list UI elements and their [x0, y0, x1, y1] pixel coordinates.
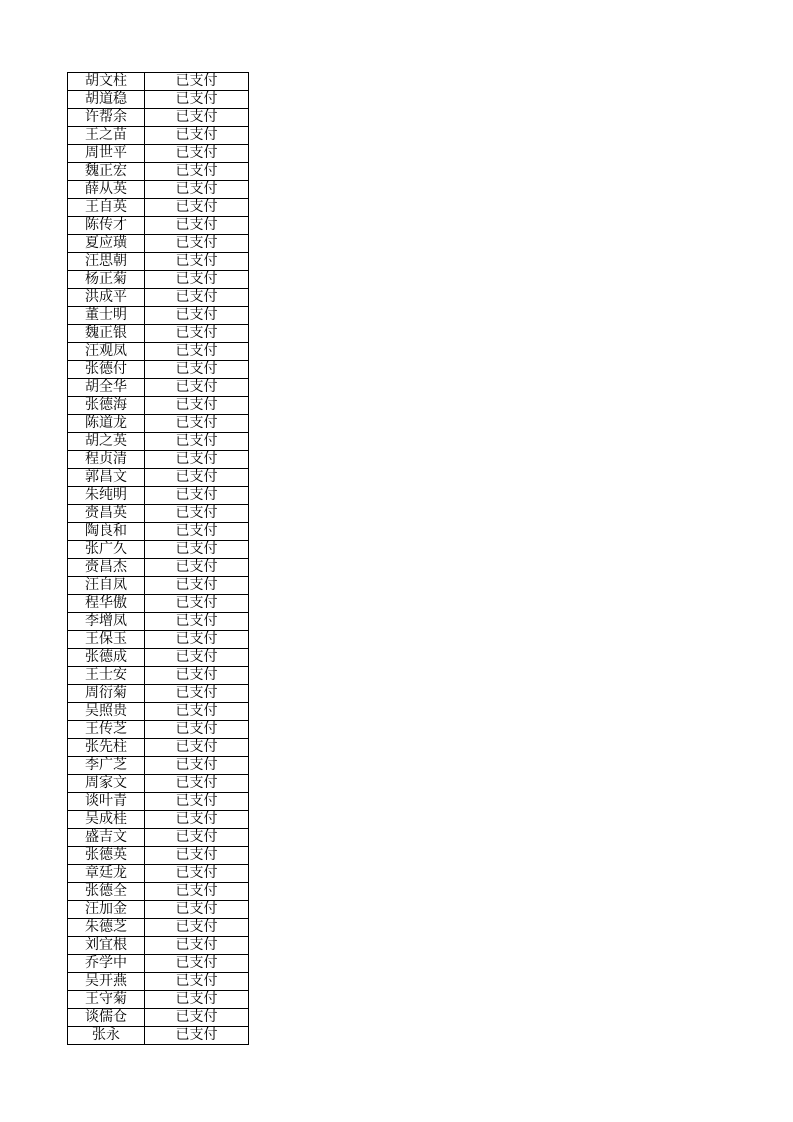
name-cell: 赍昌英 — [68, 505, 145, 523]
payment-table — [67, 72, 249, 1045]
table-row — [68, 901, 249, 919]
table-row — [68, 163, 249, 181]
table-row — [68, 847, 249, 865]
status-cell: 已支付 — [145, 397, 249, 415]
status-cell: 已支付 — [145, 469, 249, 487]
table-row — [68, 739, 249, 757]
status-cell: 已支付 — [145, 937, 249, 955]
status-cell: 已支付 — [145, 883, 249, 901]
status-cell: 已支付 — [145, 1027, 249, 1045]
table-row — [68, 649, 249, 667]
status-cell: 已支付 — [145, 73, 249, 91]
table-row — [68, 487, 249, 505]
table-row — [68, 775, 249, 793]
table-row — [68, 883, 249, 901]
table-row — [68, 127, 249, 145]
table-row — [68, 793, 249, 811]
status-cell: 已支付 — [145, 127, 249, 145]
table-row — [68, 145, 249, 163]
name-cell: 张广久 — [68, 541, 145, 559]
table-row — [68, 955, 249, 973]
name-cell: 杨正菊 — [68, 271, 145, 289]
status-cell: 已支付 — [145, 721, 249, 739]
table-row — [68, 595, 249, 613]
name-cell: 吴开燕 — [68, 973, 145, 991]
status-cell: 已支付 — [145, 91, 249, 109]
name-cell: 胡之英 — [68, 433, 145, 451]
status-cell: 已支付 — [145, 343, 249, 361]
name-cell: 谈叶青 — [68, 793, 145, 811]
payment-table-body — [68, 73, 249, 1045]
table-row — [68, 829, 249, 847]
name-cell: 王自英 — [68, 199, 145, 217]
status-cell: 已支付 — [145, 901, 249, 919]
status-cell: 已支付 — [145, 541, 249, 559]
status-cell: 已支付 — [145, 955, 249, 973]
name-cell: 胡全华 — [68, 379, 145, 397]
status-cell: 已支付 — [145, 757, 249, 775]
table-row — [68, 811, 249, 829]
name-cell: 王保玉 — [68, 631, 145, 649]
name-cell: 朱德芝 — [68, 919, 145, 937]
status-cell: 已支付 — [145, 631, 249, 649]
status-cell: 已支付 — [145, 433, 249, 451]
status-cell: 已支付 — [145, 577, 249, 595]
status-cell: 已支付 — [145, 199, 249, 217]
status-cell: 已支付 — [145, 235, 249, 253]
status-cell: 已支付 — [145, 379, 249, 397]
table-row — [68, 199, 249, 217]
table-row — [68, 667, 249, 685]
status-cell: 已支付 — [145, 361, 249, 379]
status-cell: 已支付 — [145, 1009, 249, 1027]
status-cell: 已支付 — [145, 865, 249, 883]
status-cell: 已支付 — [145, 991, 249, 1009]
name-cell: 胡文柱 — [68, 73, 145, 91]
status-cell: 已支付 — [145, 307, 249, 325]
name-cell: 刘宜根 — [68, 937, 145, 955]
status-cell: 已支付 — [145, 253, 249, 271]
status-cell: 已支付 — [145, 523, 249, 541]
name-cell: 王守菊 — [68, 991, 145, 1009]
status-cell: 已支付 — [145, 325, 249, 343]
status-cell: 已支付 — [145, 973, 249, 991]
table-row — [68, 217, 249, 235]
table-row — [68, 451, 249, 469]
name-cell: 汪思朝 — [68, 253, 145, 271]
name-cell: 胡道稳 — [68, 91, 145, 109]
status-cell: 已支付 — [145, 109, 249, 127]
status-cell: 已支付 — [145, 649, 249, 667]
status-cell: 已支付 — [145, 811, 249, 829]
table-row — [68, 289, 249, 307]
name-cell: 魏正宏 — [68, 163, 145, 181]
status-cell: 已支付 — [145, 847, 249, 865]
name-cell: 周衍菊 — [68, 685, 145, 703]
table-row — [68, 721, 249, 739]
status-cell: 已支付 — [145, 271, 249, 289]
status-cell: 已支付 — [145, 667, 249, 685]
name-cell: 夏应璜 — [68, 235, 145, 253]
table-row — [68, 73, 249, 91]
table-row — [68, 307, 249, 325]
status-cell: 已支付 — [145, 685, 249, 703]
table-row — [68, 757, 249, 775]
table-row — [68, 109, 249, 127]
name-cell: 吴成桂 — [68, 811, 145, 829]
table-row — [68, 91, 249, 109]
table-row — [68, 631, 249, 649]
name-cell: 张德英 — [68, 847, 145, 865]
table-row — [68, 559, 249, 577]
table-row — [68, 361, 249, 379]
table-row — [68, 919, 249, 937]
table-row — [68, 379, 249, 397]
status-cell: 已支付 — [145, 739, 249, 757]
name-cell: 汪自凤 — [68, 577, 145, 595]
name-cell: 张德全 — [68, 883, 145, 901]
name-cell: 李广芝 — [68, 757, 145, 775]
status-cell: 已支付 — [145, 775, 249, 793]
table-row — [68, 469, 249, 487]
name-cell: 洪成平 — [68, 289, 145, 307]
name-cell: 章廷龙 — [68, 865, 145, 883]
status-cell: 已支付 — [145, 829, 249, 847]
name-cell: 陈道龙 — [68, 415, 145, 433]
table-row — [68, 937, 249, 955]
name-cell: 张先柱 — [68, 739, 145, 757]
table-row — [68, 703, 249, 721]
status-cell: 已支付 — [145, 703, 249, 721]
status-cell: 已支付 — [145, 451, 249, 469]
name-cell: 盛吉文 — [68, 829, 145, 847]
name-cell: 张德成 — [68, 649, 145, 667]
table-row — [68, 235, 249, 253]
name-cell: 汪观凤 — [68, 343, 145, 361]
table-row — [68, 271, 249, 289]
name-cell: 董士明 — [68, 307, 145, 325]
status-cell: 已支付 — [145, 487, 249, 505]
status-cell: 已支付 — [145, 163, 249, 181]
name-cell: 周家文 — [68, 775, 145, 793]
name-cell: 郭昌文 — [68, 469, 145, 487]
table-row — [68, 433, 249, 451]
name-cell: 谈儒仓 — [68, 1009, 145, 1027]
table-row — [68, 865, 249, 883]
name-cell: 王之苗 — [68, 127, 145, 145]
table-row — [68, 991, 249, 1009]
name-cell: 王传芝 — [68, 721, 145, 739]
table-row — [68, 973, 249, 991]
name-cell: 吴照贵 — [68, 703, 145, 721]
name-cell: 周世平 — [68, 145, 145, 163]
status-cell: 已支付 — [145, 595, 249, 613]
status-cell: 已支付 — [145, 289, 249, 307]
status-cell: 已支付 — [145, 919, 249, 937]
status-cell: 已支付 — [145, 415, 249, 433]
name-cell: 王士安 — [68, 667, 145, 685]
table-row — [68, 541, 249, 559]
name-cell: 薛从英 — [68, 181, 145, 199]
name-cell: 魏正银 — [68, 325, 145, 343]
table-row — [68, 181, 249, 199]
name-cell: 陶良和 — [68, 523, 145, 541]
status-cell: 已支付 — [145, 613, 249, 631]
status-cell: 已支付 — [145, 181, 249, 199]
status-cell: 已支付 — [145, 145, 249, 163]
table-row — [68, 253, 249, 271]
table-row — [68, 397, 249, 415]
table-row — [68, 505, 249, 523]
status-cell: 已支付 — [145, 559, 249, 577]
status-cell: 已支付 — [145, 217, 249, 235]
table-row — [68, 343, 249, 361]
name-cell: 许帮余 — [68, 109, 145, 127]
name-cell: 李增凤 — [68, 613, 145, 631]
name-cell: 汪加金 — [68, 901, 145, 919]
name-cell: 陈传才 — [68, 217, 145, 235]
name-cell: 程贞清 — [68, 451, 145, 469]
table-row — [68, 685, 249, 703]
name-cell: 张德海 — [68, 397, 145, 415]
table-row — [68, 1009, 249, 1027]
table-row — [68, 577, 249, 595]
status-cell: 已支付 — [145, 505, 249, 523]
table-row — [68, 1027, 249, 1045]
table-row — [68, 523, 249, 541]
name-cell: 张永 — [68, 1027, 145, 1045]
name-cell: 朱纯明 — [68, 487, 145, 505]
table-row — [68, 415, 249, 433]
table-row — [68, 325, 249, 343]
name-cell: 乔学中 — [68, 955, 145, 973]
name-cell: 张德付 — [68, 361, 145, 379]
name-cell: 程华傲 — [68, 595, 145, 613]
status-cell: 已支付 — [145, 793, 249, 811]
name-cell: 赍昌杰 — [68, 559, 145, 577]
table-row — [68, 613, 249, 631]
